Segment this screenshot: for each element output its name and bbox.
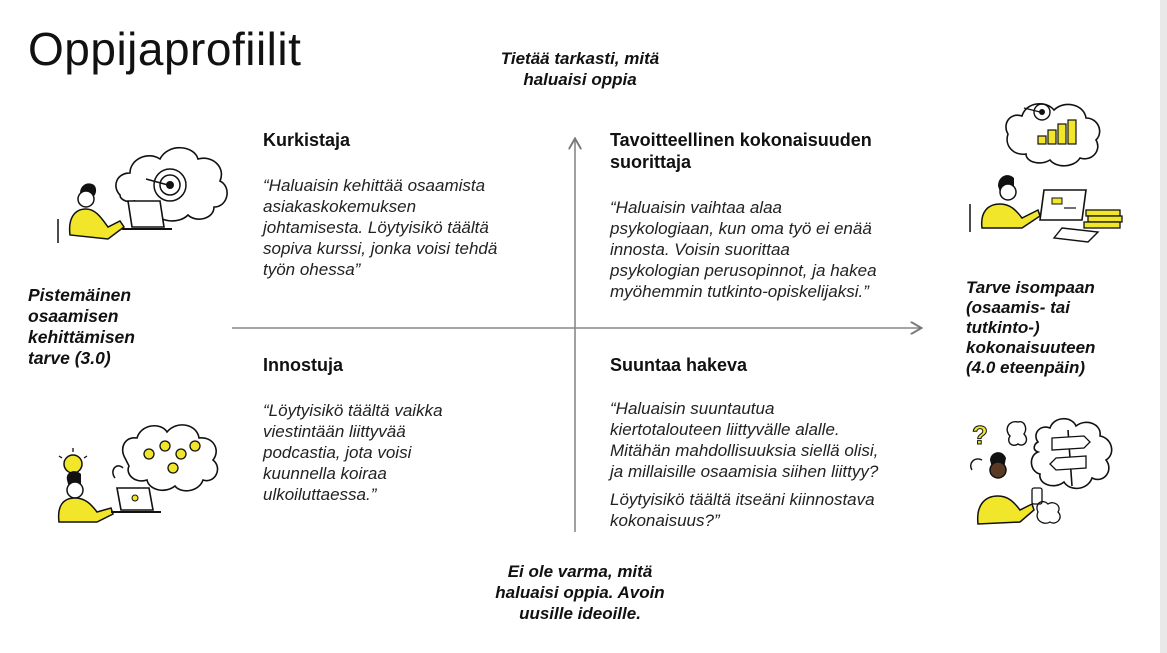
- quadrant-heading: Suuntaa hakeva: [610, 355, 748, 375]
- quadrant-heading: Kurkistaja: [263, 130, 351, 150]
- axis-bottom-label: Ei ole varma, mitä haluaisi oppia. Avoin uusille ideoille.: [495, 562, 665, 623]
- person-signpost-question-icon: [968, 412, 1138, 532]
- quadrant-suuntaa-hakeva: [610, 354, 955, 531]
- quadrant-kurkistaja: [263, 129, 563, 280]
- quadrant-heading: Tavoitteellinen kokonaisuuden suorittaja: [610, 130, 872, 172]
- axis-top-label: Tietää tarkasti, mitä haluaisi oppia: [500, 49, 660, 89]
- person-ideas-lightbulbs-icon: [45, 418, 225, 528]
- quadrant-heading: Innostuja: [263, 355, 343, 375]
- quadrant-quote: “Haluaisin vaihtaa alaa psykologiaan, kun oma työ ei enää innosta. Voisin suorittaa psykologian perusopinnot, ja hakea myöhemmin tutkinto-opiskelijaksi.”: [610, 198, 877, 301]
- quadrant-quote-continued: Löytyisikö täältä itseäni kiinnostava kokonaisuus?”: [610, 490, 875, 530]
- quadrant-quote: “Haluaisin suuntautua kiertotalouteen liittyvälle alalle. Mitähän mahdollisuuksia siellä olisi, ja millaisille osaamisia siihen liittyy?: [610, 399, 879, 481]
- person-laptop-target-icon: [50, 135, 230, 255]
- svg-text:?: ?: [972, 420, 988, 450]
- quadrant-innostuja: [263, 354, 563, 505]
- quadrant-tavoitteellinen: [610, 129, 950, 302]
- person-desk-target-growth-icon: [968, 92, 1138, 252]
- quadrant-quote: “Löytyisikö täältä vaikka viestintään liittyvää podcastia, jota voisi kuunnella koiraa ulkoiluttaessa.”: [263, 401, 443, 504]
- page-title: Oppijaprofiilit: [28, 23, 302, 75]
- axis-left-label: Pistemäinen osaamisen kehittämisen tarve (3.0): [28, 285, 135, 368]
- quadrant-quote: “Haluaisin kehittää osaamista asiakaskokemuksen johtamisesta. Löytyisikö täältä sopiva kurssi, jonka voisi tehdä työn ohessa”: [263, 176, 498, 279]
- axis-right-label: Tarve isompaan (osaamis- tai tutkinto-) kokonaisuuteen (4.0 eteenpäin): [966, 278, 1096, 377]
